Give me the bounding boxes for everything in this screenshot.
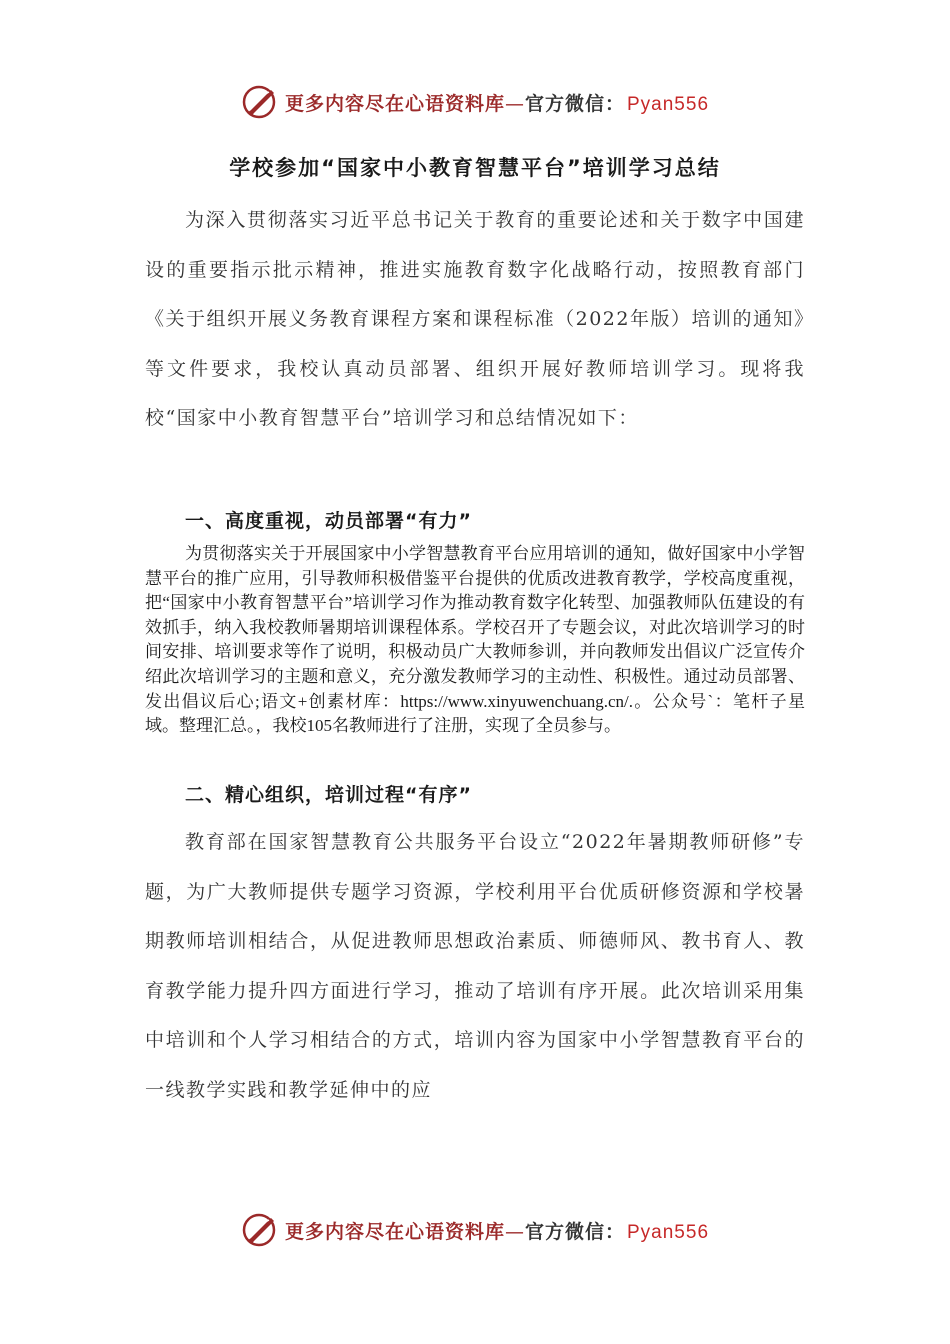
intro-paragraph: 为深入贯彻落实习近平总书记关于教育的重要论述和关于数字中国建设的重要指示批示精神，推进实施教育数字化战略行动，按照教育部门《关于组织开展义务教育课程方案和课程标准（2022年版）培训的通知》等文件要求，我校认真动员部署、组织开展好教师培训学习。现将我校“国家中小教育智慧平台”培训学习和总结情况如下： [145,209,805,429]
banner-text [285,1217,709,1244]
section1-paragraph: 为贯彻落实关于开展国家中小学智慧教育平台应用培训的通知，做好国家中小学智慧平台的推广应用，引导教师积极借鉴平台提供的优质改进教育教学，学校高度重视，把“国家中小教育智慧平台”培训学习作为推动教育数字化转型、加强教师队伍建设的有效抓手，纳入我校教师暑期培训课程体系。学校召开了专题会议，对此次培训学习的时间安排、培训要求等作了说明，积极动员广大教师参训，并向教师发出倡议广泛宣传介绍此次培训学习的主题和意义，充分激发教师学习的主动性、积极性。通过动员部署、发出倡议后心;语文+创素材库：https://www.xinyuwenchuang.cn/.。公众号`：笔杆子星域。整理汇总。，我校105名教师进行了注册，实现了全员参与。 [145,544,805,736]
banner-separator: — [504,1220,525,1243]
banner-wechat-label: 官方微信： [524,1220,625,1243]
quill-pen-logo-icon [241,82,281,122]
banner-wechat-id: Pyan556 [627,1221,710,1243]
section2-heading: 二、精心组织，培训过程“有序” [185,784,472,806]
footer-banner [0,1208,950,1252]
banner-title: 更多内容尽在心语资料库 [284,92,505,115]
banner-wechat-label: 官方微信： [524,92,625,115]
banner-title: 更多内容尽在心语资料库 [284,1220,505,1243]
section1-heading: 一、高度重视，动员部署“有力” [185,510,472,532]
header-banner [0,80,950,124]
section2-paragraph: 教育部在国家智慧教育公共服务平台设立“2022年暑期教师研修”专题，为广大教师提供专题学习资源，学校利用平台优质研修资源和学校暑期教师培训相结合，从促进教师思想政治素质、师德师风、教书育人、教育教学能力提升四方面进行学习，推动了培训有序开展。此次培训采用集中培训和个人学习相结合的方式，培训内容为国家中小学智慧教育平台的一线教学实践和教学延伸中的应 [145,831,805,1101]
banner-separator: — [504,92,525,115]
quill-pen-logo-icon [241,1210,281,1250]
document-title: 学校参加“国家中小教育智慧平台”培训学习总结 [229,156,721,180]
banner-wechat-id: Pyan556 [627,93,710,115]
banner-text [285,89,709,116]
